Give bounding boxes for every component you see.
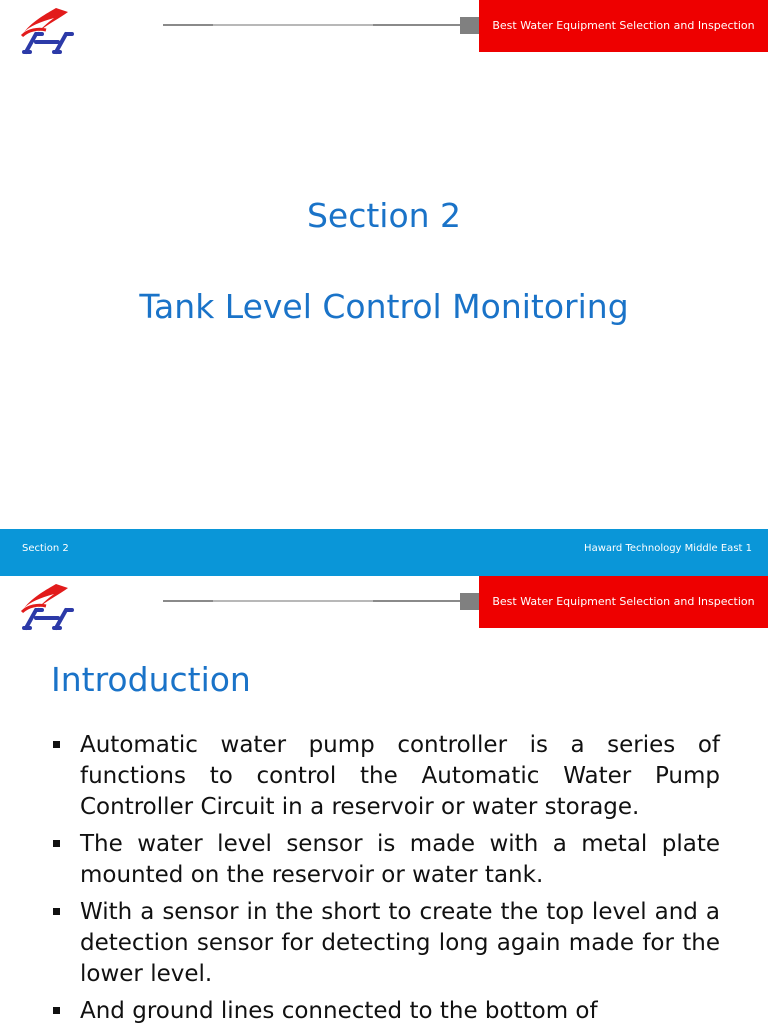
bullet-list <box>50 730 720 1024</box>
haward-logo-icon <box>16 6 80 56</box>
footer-company-page: Haward Technology Middle East 1 <box>584 543 752 554</box>
header-banner: Best Water Equipment Selection and Inspection <box>479 576 768 628</box>
header-banner: Best Water Equipment Selection and Inspection <box>479 0 768 52</box>
bullet-text: Automatic water pump controller is a series of functions to control the Automatic Water Pump Controller Circuit in a reservoir or water storage. <box>80 732 720 820</box>
topic-title: Tank Level Control Monitoring <box>139 287 629 326</box>
bullet-text: With a sensor in the short to create the top level and a detection sensor for detecting long again made for the lower level. <box>80 899 720 987</box>
footer-section-label: Section 2 <box>22 543 69 554</box>
bullet-square-icon <box>53 908 60 915</box>
bullet-square-icon <box>53 1007 60 1014</box>
footer-bar <box>0 529 768 576</box>
bullet-item <box>50 996 720 1024</box>
header-rule <box>163 600 460 603</box>
bullet-item <box>50 829 720 891</box>
bullet-item <box>50 730 720 823</box>
section-title: Section 2 <box>306 196 462 235</box>
bullet-square-icon <box>53 741 60 748</box>
intro-title: Introduction <box>51 660 251 699</box>
bullet-square-icon <box>53 840 60 847</box>
slide-2 <box>0 576 768 1024</box>
header-square <box>460 17 479 34</box>
header-rule <box>163 24 460 27</box>
bullet-text: The water level sensor is made with a metal plate mounted on the reservoir or water tank. <box>80 831 720 888</box>
header-square <box>460 593 479 610</box>
haward-logo-icon <box>16 582 80 632</box>
bullet-text: And ground lines connected to the bottom of <box>80 998 598 1024</box>
bullet-item <box>50 897 720 990</box>
